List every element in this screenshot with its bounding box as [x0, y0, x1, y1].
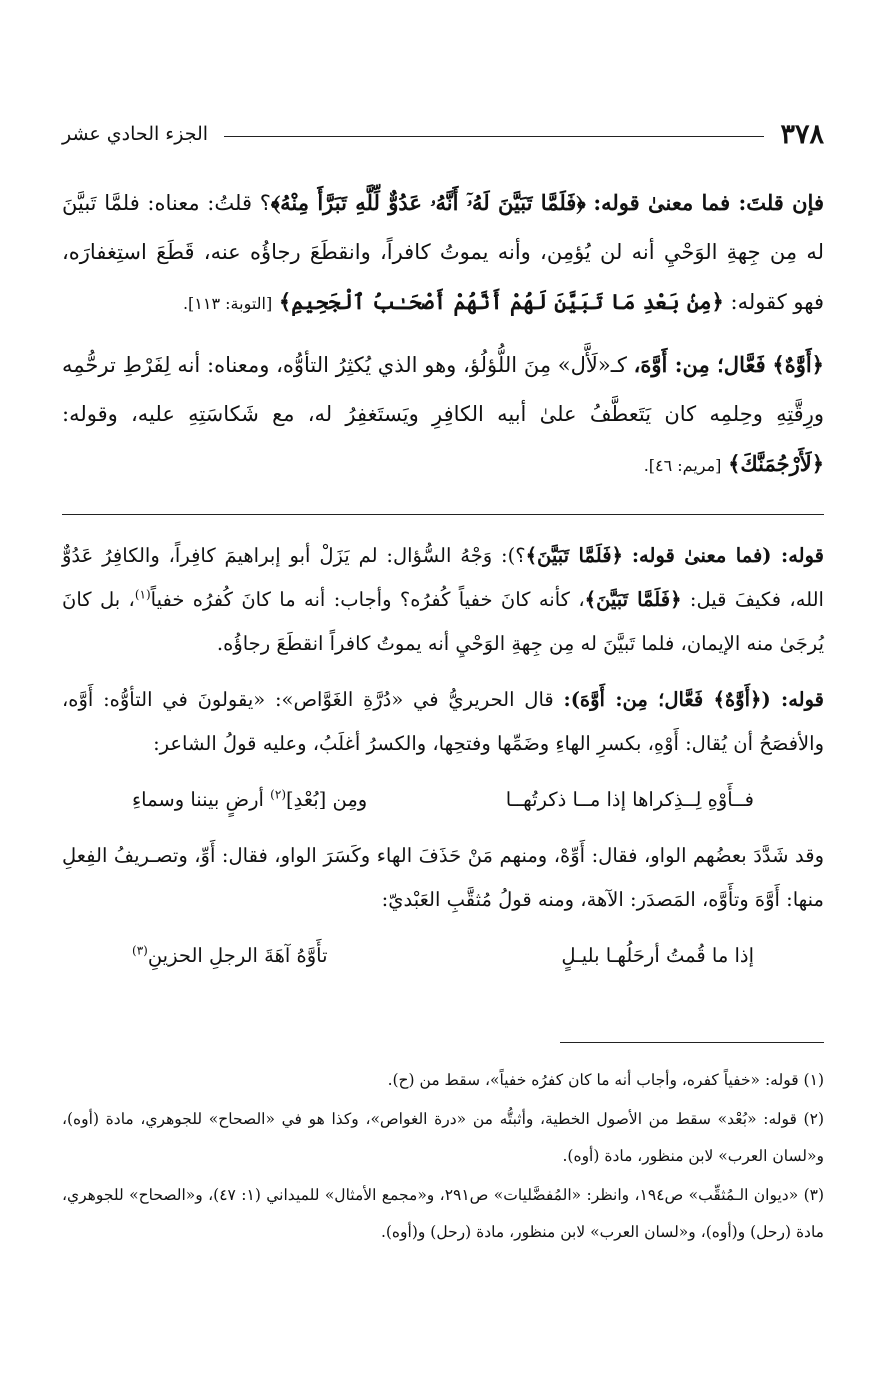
section-divider [62, 514, 824, 515]
quran-verse: ﴿فَلَمَّا تَبَيَّنَ لَهُۥٓ أَنَّهُۥ عَدُوٌّ لِّلَّهِ تَبَرَّأَ مِنْهُ﴾ [270, 190, 586, 215]
quran-verse: ﴿فَلَمَّا تَبَيَّنَ﴾ [525, 544, 623, 567]
quran-verse: ﴿مِنۢ بَعْدِ مَا تَبَيَّنَ لَهُمْ أَنَّهُمْ أَصْحَـٰبُ ٱلْجَحِيمِ﴾ [278, 289, 724, 314]
main-paragraph-1: فإن قلتَ: فما معنىٰ قوله: ﴿فَلَمَّا تَبَيَّنَ لَهُۥٓ أَنَّهُۥ عَدُوٌّ لِّلَّهِ تَبَرَّأَ مِنْهُ﴾؟ قلتُ: معناه: فلمَّا تَبيَّنَ له مِن جِهةِ الوَحْيِ أنه لن يُؤمِن، وأنه يموتُ كافراً، وانقطَعَ رجاؤُه عنه، قَطَعَ استِغفارَه، فهو كقوله: ﴿مِنۢ بَعْدِ مَا تَبَيَّنَ لَهُمْ أَنَّهُمْ أَصْحَـٰبُ ٱلْجَحِيمِ﴾ [التوبة: ١١٣]. [62, 190, 824, 314]
page-number: ٣٧٨ [780, 118, 824, 150]
footnote-1: (١) قوله: «خفياً كفره، وأجاب أنه ما كان كفرُه خفياً»، سقط من (ح). [387, 1071, 824, 1089]
commentary-text [62, 534, 824, 990]
commentary-paragraph-1: قوله: (فما معنىٰ قوله: ﴿فَلَمَّا تَبَيَّنَ﴾؟): وَجْهُ السُّؤال: لم يَزَلْ أبو إبراهيمَ كافِراً، والكافِرُ عَدُوٌّ الله، فكيفَ قيل: ﴿فَلَمَّا تَبَيَّنَ﴾، كأنه كانَ خفياً كُفرُه؟ وأجاب: أنه ما كانَ كُفرُه خفياً$^{(١)}$، بل كانَ يُرجَىٰ منه الإيمان، فلما تَبيَّنَ له مِن جِهةِ الوَحْيِ أنه يموتُ كافراً انقطَعَ رجاؤُه. [62, 544, 824, 655]
quran-verse: ﴿لَأَرْجُمَنَّكَ﴾ [728, 451, 824, 476]
footnote-marker: (١) [134, 587, 151, 602]
poetry-verse-1 [132, 778, 754, 822]
main-paragraph-2: ﴿أَوَّٰهٌ﴾ فَعَّال؛ مِن: أَوَّهَ، كـ«لَأَّل» مِنَ اللُّؤلُؤ، وهو الذي يُكثِرُ التأوُّه، ومعناه: أنه لِفَرْطِ ترحُّمِه ورِقَّتِهِ وحِلمِه كان يَتَعطَّفُ علىٰ أبيه الكافِرِ ويَستَغفِرُ له، مع شَكاسَتِهِ عليه، وقوله: ﴿لَأَرْجُمَنَّكَ﴾ [مريم: ٤٦]. [62, 352, 824, 476]
poetry-verse-2 [132, 934, 754, 978]
verse-first-hemistich: إذا ما قُمتُ أرحَلُهـا بليـلٍ [561, 944, 754, 967]
footnote-divider [560, 1042, 824, 1043]
verse-second-hemistich: ومِن [بُعْدِ]$^{(٢)}$ أرضٍ بيننا وسماءِ [132, 787, 368, 811]
footnotes [62, 1062, 824, 1253]
volume-title: الجزء الحادي عشر [62, 123, 209, 145]
footnote-marker: (٢) [270, 787, 286, 802]
footnote-marker: (٣) [132, 943, 148, 958]
verse-reference: [مريم: ٤٦]. [643, 456, 722, 475]
quran-verse: ﴿أَوَّٰهٌ﴾ [772, 352, 824, 377]
verse-reference: [التوبة: ١١٣]. [182, 294, 273, 313]
header-rule [224, 136, 764, 137]
verse-second-hemistich: تأَوَّهُ آهَةَ الرجلِ الحزينِ$^{(٣)}$ [132, 943, 328, 967]
footnote-3: (٣) «ديوان الـمُثقِّب» ص١٩٤، وانظر: «المُفضَّليات» ص٢٩١، و«مجمع الأمثال» للميداني (١: ٤٧)، و«الصحاح» للجوهري، مادة (رحل) و(أوه)، و«لسان العرب» لابن منظور، مادة (رحل) و(أوه). [62, 1186, 825, 1241]
page-header [62, 112, 824, 156]
quran-verse: ﴿فَلَمَّا تَبَيَّنَ﴾ [584, 588, 682, 611]
commentary-paragraph-3: وقد شَدَّدَ بعضُهم الواو، فقال: أَوِّهْ، ومنهم مَنْ حَذَفَ الهاء وكَسَرَ الواو، فقال: أَوِّ، وتصـريفُ الفِعلِ منها: أَوَّهَ وتأَوَّه، المَصدَر: الآهة، ومنه قولُ مُثقَّبِ العَبْديّ: [62, 844, 824, 911]
main-text [62, 178, 824, 502]
commentary-paragraph-2: قوله: (﴿أَوَّٰهٌ﴾ فَعَّال؛ مِن: أَوَّهَ): قال الحريريُّ في «دُرَّةِ الغَوَّاص»: «يقولونَ في التأوُّه: أَوَّه، والأفصَحُ أن يُقال: أَوْهِ، بكسرِ الهاءِ وضَمِّها وفتحِها، والكسرُ أغلَبُ، وعليه قولُ الشاعر: [62, 688, 824, 755]
verse-first-hemistich: فــأَوْهِ لِــذِكراها إذا مــا ذكرتُهــا [505, 788, 754, 811]
footnote-2: (٢) قوله: «بُعْد» سقط من الأصول الخطية، وأثبتُّه من «درة الغواص»، وكذا هو في «الصحاح» للجوهري، مادة (أوه)، و«لسان العرب» لابن منظور، مادة (أوه). [62, 1110, 824, 1165]
